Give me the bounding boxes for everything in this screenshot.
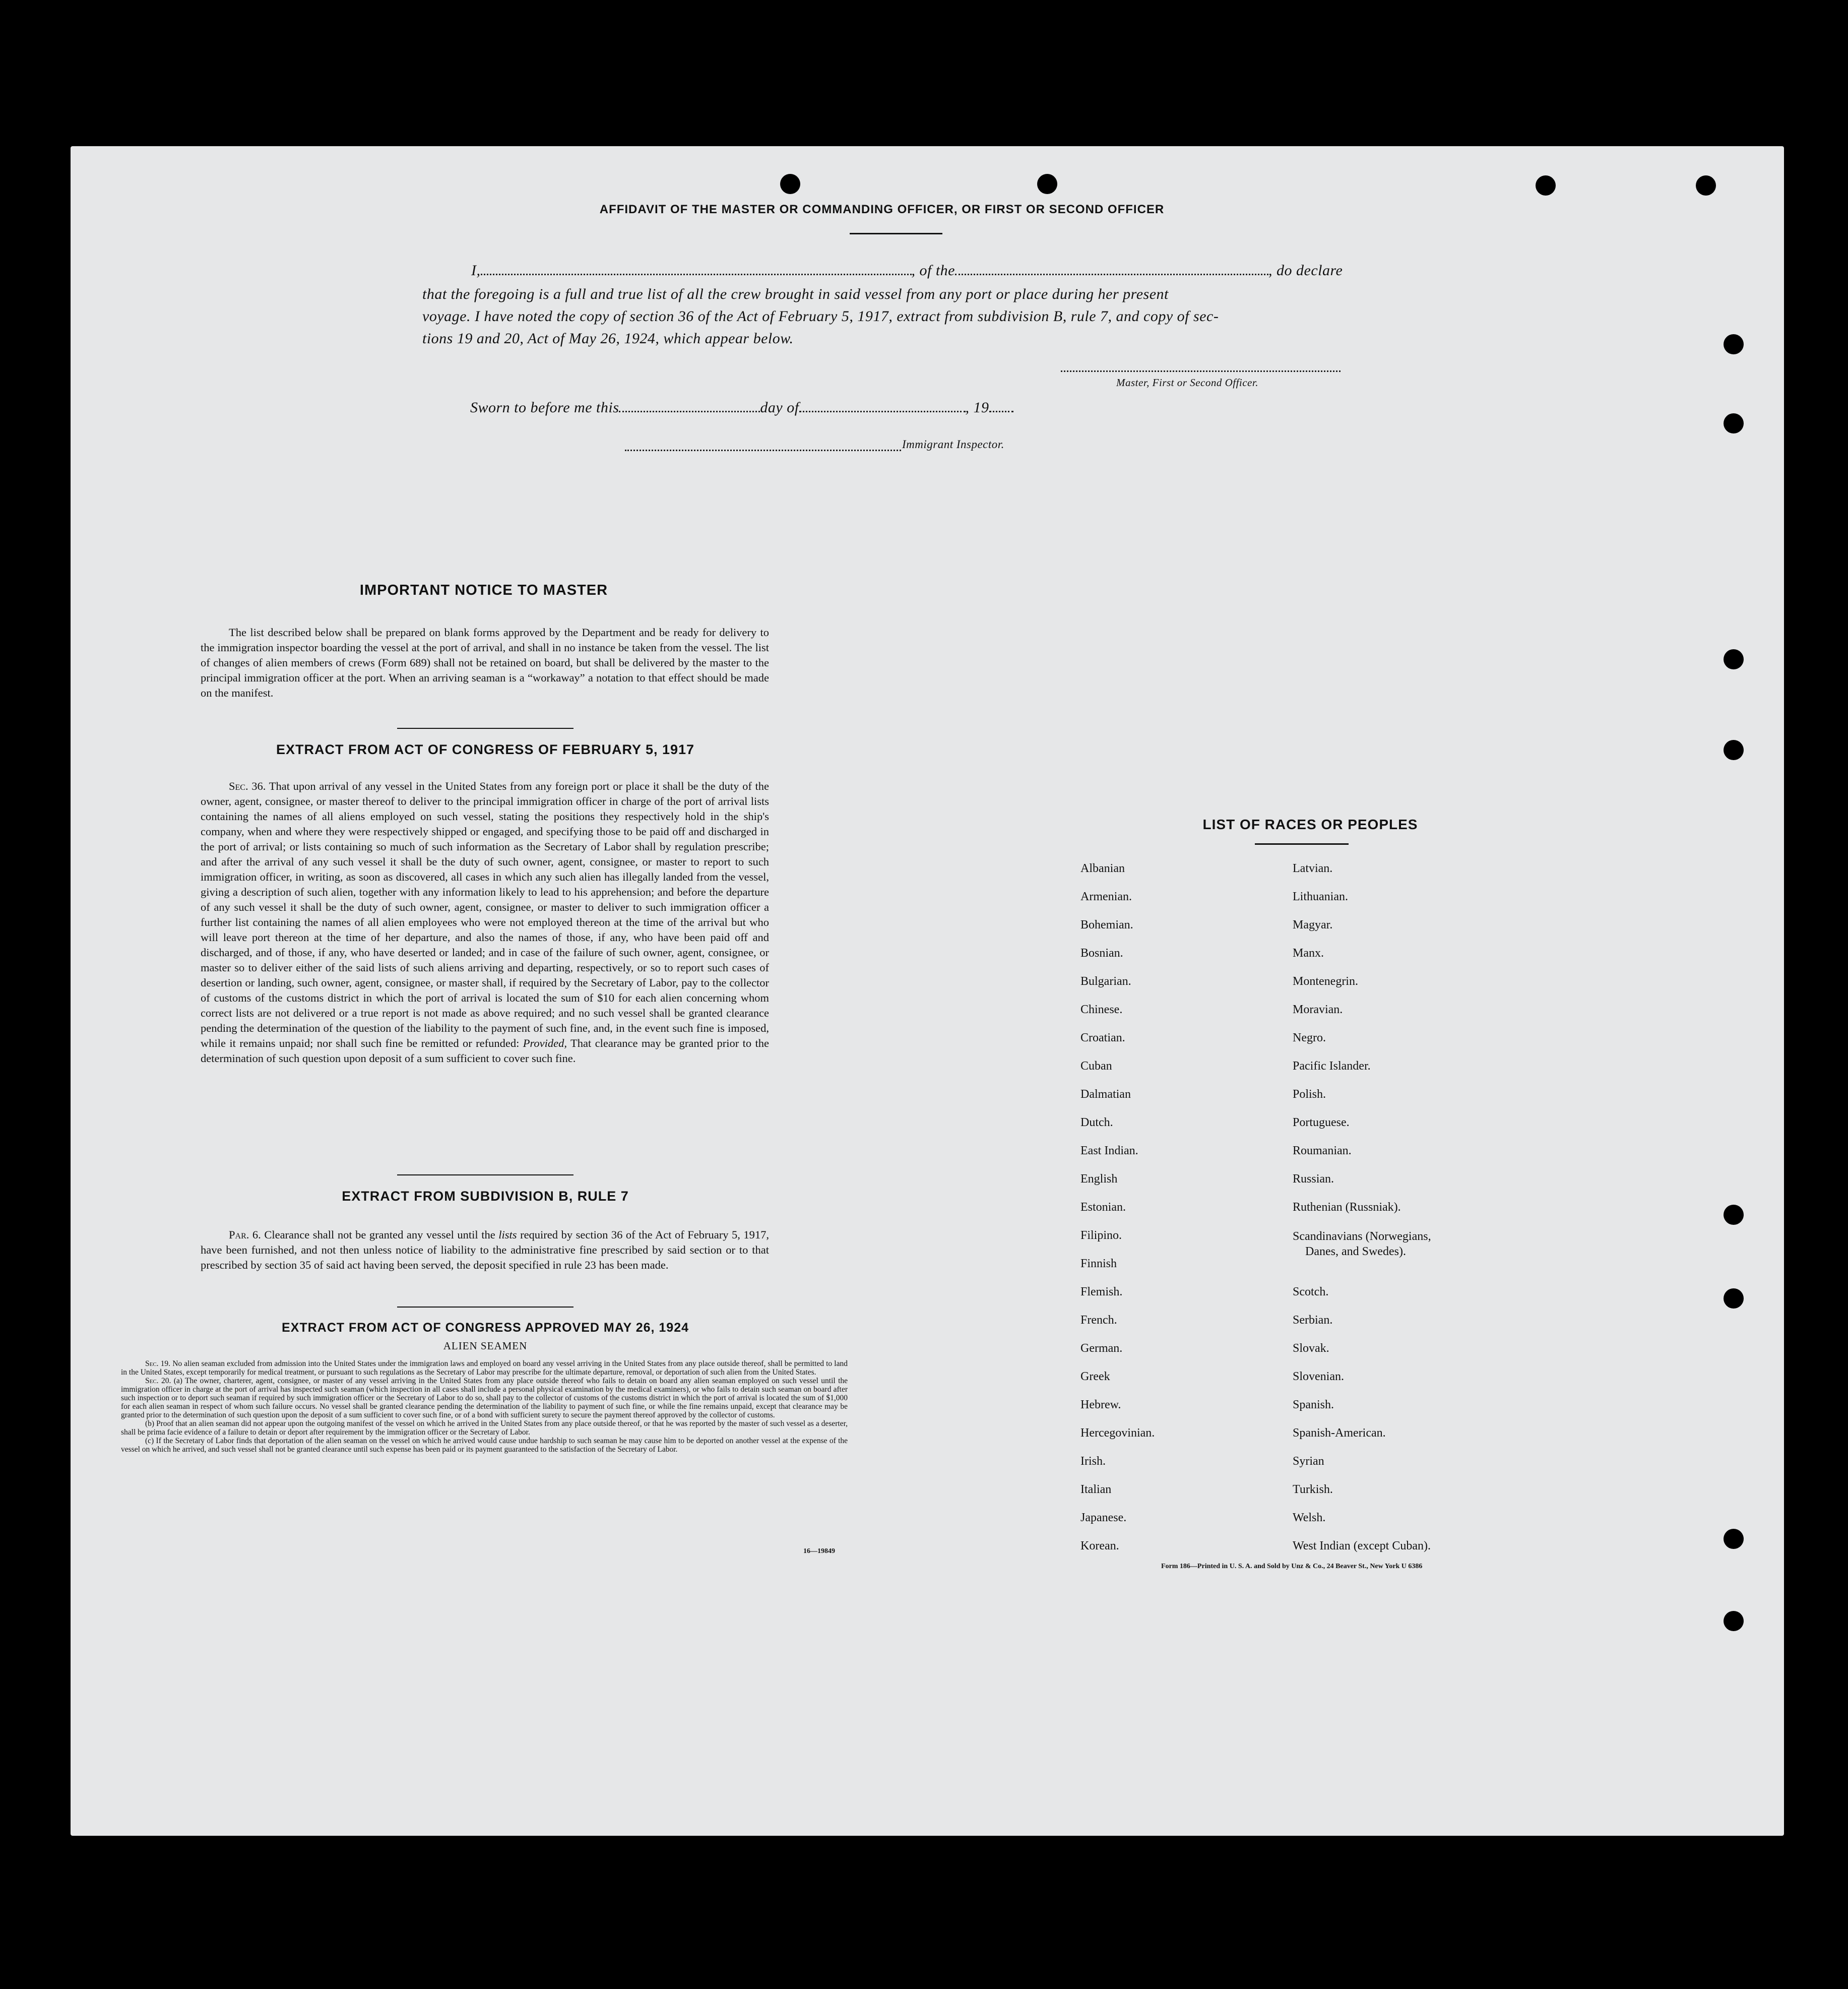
year-field[interactable] — [989, 398, 1013, 412]
rule7-title: EXTRACT FROM SUBDIVISION B, RULE 7 — [342, 1189, 629, 1204]
race-item: Scotch. — [1293, 1285, 1329, 1298]
race-item: Filipino. — [1080, 1229, 1122, 1242]
sworn-line — [470, 395, 1013, 420]
affidavit-line-1 — [471, 258, 1373, 283]
race-item: Lithuanian. — [1293, 890, 1348, 903]
race-item: Serbian. — [1293, 1314, 1333, 1327]
sec-36-label: Sec. 36. — [229, 780, 266, 792]
race-item: English — [1080, 1172, 1118, 1186]
race-item: Slovenian. — [1293, 1370, 1344, 1383]
race-item: Roumanian. — [1293, 1144, 1352, 1157]
race-item: Greek — [1080, 1370, 1110, 1383]
punch-hole — [1724, 1529, 1744, 1549]
race-item: Italian — [1080, 1483, 1112, 1496]
race-item: Albanian — [1080, 862, 1125, 875]
label-year: , 19 — [965, 399, 989, 416]
punch-hole — [1696, 175, 1716, 196]
race-item: Flemish. — [1080, 1285, 1123, 1298]
affidavit-title: AFFIDAVIT OF THE MASTER OR COMMANDING OFFICER, OR FIRST OR SECOND OFFICER — [599, 203, 1165, 216]
divider — [397, 1307, 573, 1308]
race-item: Manx. — [1293, 947, 1324, 960]
race-item: Portuguese. — [1293, 1116, 1350, 1129]
punch-hole — [1724, 1611, 1744, 1631]
notice-text: The list described below shall be prepared on blank forms approved by the Department and be ready for delivery to the immigration inspector boarding the vessel at the port of arrival, and shall in no instance be taken from the vessel. The list of changes of alien members of crews (Form 689) shall not be retained on board, but shall be delivered by the master to the principal immigration officer at the port. When an arriving seaman is a “workaway” a notation to that effect should be made on the manifest. — [201, 626, 769, 699]
race-item: Negro. — [1293, 1031, 1326, 1044]
punch-hole — [1536, 175, 1556, 196]
inspector-label: Immigrant Inspector. — [902, 438, 1004, 451]
extract-1924-subtitle: ALIEN SEAMEN — [443, 1340, 528, 1352]
rule7-text: Par. 6. Clearance shall not be granted any vessel until the lists required by section 36 of the Act of February 5, 1917, have been furnished, and not then unless notice of liability to the administrative fine prescribed by said section or to that prescribed by section 35 of said act having been served, the deposit specified in rule 23 has been made. — [201, 1228, 770, 1271]
races-title: LIST OF RACES OR PEOPLES — [1202, 817, 1418, 832]
race-item: Korean. — [1080, 1539, 1119, 1552]
day-field[interactable] — [619, 398, 760, 412]
punch-hole — [780, 174, 800, 194]
race-item: Cuban — [1080, 1060, 1112, 1073]
race-item: French. — [1080, 1314, 1117, 1327]
affidavit-line-4: tions 19 and 20, Act of May 26, 1924, which appear below. — [422, 330, 794, 347]
race-item: Spanish. — [1293, 1398, 1334, 1411]
race-item: Turkish. — [1293, 1483, 1333, 1496]
race-item: Slovak. — [1293, 1342, 1329, 1355]
extract-1924-title: EXTRACT FROM ACT OF CONGRESS APPROVED MAY 26, 1924 — [281, 1321, 689, 1335]
race-item: Bohemian. — [1080, 918, 1133, 931]
race-item: Russian. — [1293, 1172, 1334, 1186]
inspector-line[interactable] — [625, 450, 901, 451]
race-item: Montenegrin. — [1293, 975, 1358, 988]
race-item: Moravian. — [1293, 1003, 1343, 1016]
race-item: Danes, and Swedes). — [1305, 1245, 1406, 1258]
notice-title: IMPORTANT NOTICE TO MASTER — [359, 582, 608, 598]
signature-line[interactable] — [1061, 370, 1341, 372]
race-item: West Indian (except Cuban). — [1293, 1539, 1431, 1552]
divider — [397, 728, 573, 729]
race-item: Latvian. — [1293, 862, 1333, 875]
month-field[interactable] — [799, 398, 966, 412]
punch-hole — [1724, 1288, 1744, 1309]
race-item: Welsh. — [1293, 1511, 1326, 1524]
form-code: 16—19849 — [803, 1547, 835, 1555]
race-item: Ruthenian (Russniak). — [1293, 1201, 1401, 1214]
race-item: Japanese. — [1080, 1511, 1127, 1524]
race-item: Syrian — [1293, 1455, 1324, 1468]
race-item: Chinese. — [1080, 1003, 1123, 1016]
footer-imprint: Form 186—Printed in U. S. A. and Sold by Unz & Co., 24 Beaver St., New York U 6386 — [1161, 1563, 1423, 1570]
vessel-field[interactable] — [955, 261, 1268, 275]
race-item: Finnish — [1080, 1257, 1117, 1270]
race-item: Spanish-American. — [1293, 1426, 1386, 1440]
punch-hole — [1724, 334, 1744, 354]
race-item: Irish. — [1080, 1455, 1106, 1468]
divider — [850, 233, 942, 234]
race-item: Magyar. — [1293, 918, 1333, 931]
extract-1917-text: Sec. 36. That upon arrival of any vessel in the United States from any foreign port or place it shall be the duty of the owner, agent, consignee, or master thereof to deliver to the principal immigration officer in charge of the port of arrival lists containing the names of all aliens employed on such vessel, stating the positions they respectively hold in the ship's company, when and where they were respectively shipped or engaged, and specifying those to be paid off and discharged in the port of arrival; or lists containing so much of such information as the Secretary of Labor shall by regulation prescribe; and after the arrival of any such vessel it shall be the duty of such owner, agent, consignee, or master to report to such immigration officer, in writing, as soon as discovered, all cases in which any such alien has illegally landed from the vessel, giving a description of such alien, together with any information likely to lead to his apprehension; and before the departure of any such vessel it shall be the duty of such owner, agent, consignee, or master to deliver to such immigration officer a further list containing the names of all alien employees who were not employed thereon at the time of the arrival but who will leave port thereon at the time of her departure, and also the names of those, if any, who have been paid off and discharged, and of those, if any, who have deserted or landed; and in case of the failure of such owner, agent, consignee, or master so to deliver either of the said lists of such aliens arriving and departing, respectively, or so to report such cases of desertion or landing, such owner, agent, consignee, or master shall, if required by the Secretary of Labor, pay to the collector of customs of the customs district in which the port of arrival is located the sum of $10 for each alien concerning whom correct lists are not delivered or a true report is not made as above required; and no such vessel shall be granted clearance pending the determination of the question of the liability to the payment of such fine, and, in the event such fine is imposed, while it remains unpaid; nor shall such fine be remitted or refunded: Provided, That clearance may be granted prior to the determination of such question upon deposit of a sum sufficient to cover such fine. — [201, 780, 770, 1065]
race-item: Hercegovinian. — [1080, 1426, 1155, 1440]
race-item: Dutch. — [1080, 1116, 1113, 1129]
race-item: German. — [1080, 1342, 1123, 1355]
divider — [1255, 843, 1349, 845]
label-of-the: , of the — [911, 262, 955, 279]
label-do-declare: , do declare — [1268, 262, 1343, 279]
punch-hole — [1724, 1205, 1744, 1225]
divider — [397, 1174, 573, 1175]
affidavit-line-2: that the foregoing is a full and true list of all the crew brought in said vessel from any port or place during her present — [422, 286, 1169, 302]
race-item: Estonian. — [1080, 1201, 1126, 1214]
race-item: Bulgarian. — [1080, 975, 1131, 988]
par-6-label: Par. 6. — [229, 1228, 261, 1241]
punch-hole — [1724, 413, 1744, 433]
race-item: Polish. — [1293, 1088, 1326, 1101]
label-sworn: Sworn to before me this — [470, 399, 619, 416]
punch-hole — [1037, 174, 1057, 194]
race-item: Bosnian. — [1080, 947, 1123, 960]
extract-1924-text: Sec. 19. No alien seaman excluded from admission into the United States under the immigration laws and employed on board any vessel arriving in the United States from any place outside thereof, shall be permitted to land in the United States, except temporarily for medical treatment, or pursuant to such regulations as the Secretary of Labor may prescribe for the ultimate departure, removal, or deportation of such alien from the United States. Sec. 20. (a) The owner, charterer, agent, consignee, or master of any vessel arriving in the United States from any place outside thereof who fails to detain on board any alien seaman employed on such vessel until the immigration officer in charge at the port of arrival has inspected such seaman (which inspection in all cases shall include a personal physical examination by the medical examiners), or who fails to detain such seaman on board after such inspection or to deport such seaman if required by such immigration officer or the Secretary of Labor to do so, shall pay to the collector of customs of the customs district in which the port of arrival is located the sum of $1,000 for each alien seaman in respect of whom such failure occurs. No vessel shall be granted clearance pending the determination of the liability to payment of such fine, or while the fine remains unpaid, except that clearance may be granted prior to the determination of such question upon the deposit of a sum sufficient to cover such fine, or of a bond with sufficient surety to secure the payment thereof approved by the collector of customs. (b) Proof that an alien seaman did not appear upon the outgoing manifest of the vessel on which he arrived in the United States from any place outside thereof, or that he was reported by the master of such vessel as a deserter, shall be prima facie evidence of a failure to detain or deport after requirement by the immigration officer or the Secretary of Labor. (c) If the Secretary of Labor finds that deportation of the alien seaman on the vessel on which he arrived would cause undue hardship to such seaman he may cause him to be deported on another vessel at the expense of the vessel on which he arrived, and such vessel shall not be granted clearance until such expense has been paid or its payment guaranteed to the satisfaction of the Secretary of Labor. — [121, 1359, 848, 1454]
race-item: Hebrew. — [1080, 1398, 1121, 1411]
punch-hole — [1724, 740, 1744, 760]
extract-1917-title: EXTRACT FROM ACT OF CONGRESS OF FEBRUARY 5, 1917 — [276, 742, 695, 757]
race-item: Croatian. — [1080, 1031, 1125, 1044]
race-item: Dalmatian — [1080, 1088, 1131, 1101]
name-field[interactable] — [481, 261, 912, 275]
signature-label: Master, First or Second Officer. — [1116, 377, 1258, 389]
race-item: Armenian. — [1080, 890, 1132, 903]
label-day-of: day of — [760, 399, 799, 416]
race-item: Scandinavians (Norwegians, — [1293, 1230, 1431, 1243]
punch-hole — [1724, 649, 1744, 669]
race-item: Pacific Islander. — [1293, 1060, 1371, 1073]
label-i: I, — [471, 262, 481, 279]
race-item: East Indian. — [1080, 1144, 1138, 1157]
affidavit-line-3: voyage. I have noted the copy of section 36 of the Act of February 5, 1917, extract from subdivision B, rule 7, and copy of sec- — [422, 308, 1219, 325]
